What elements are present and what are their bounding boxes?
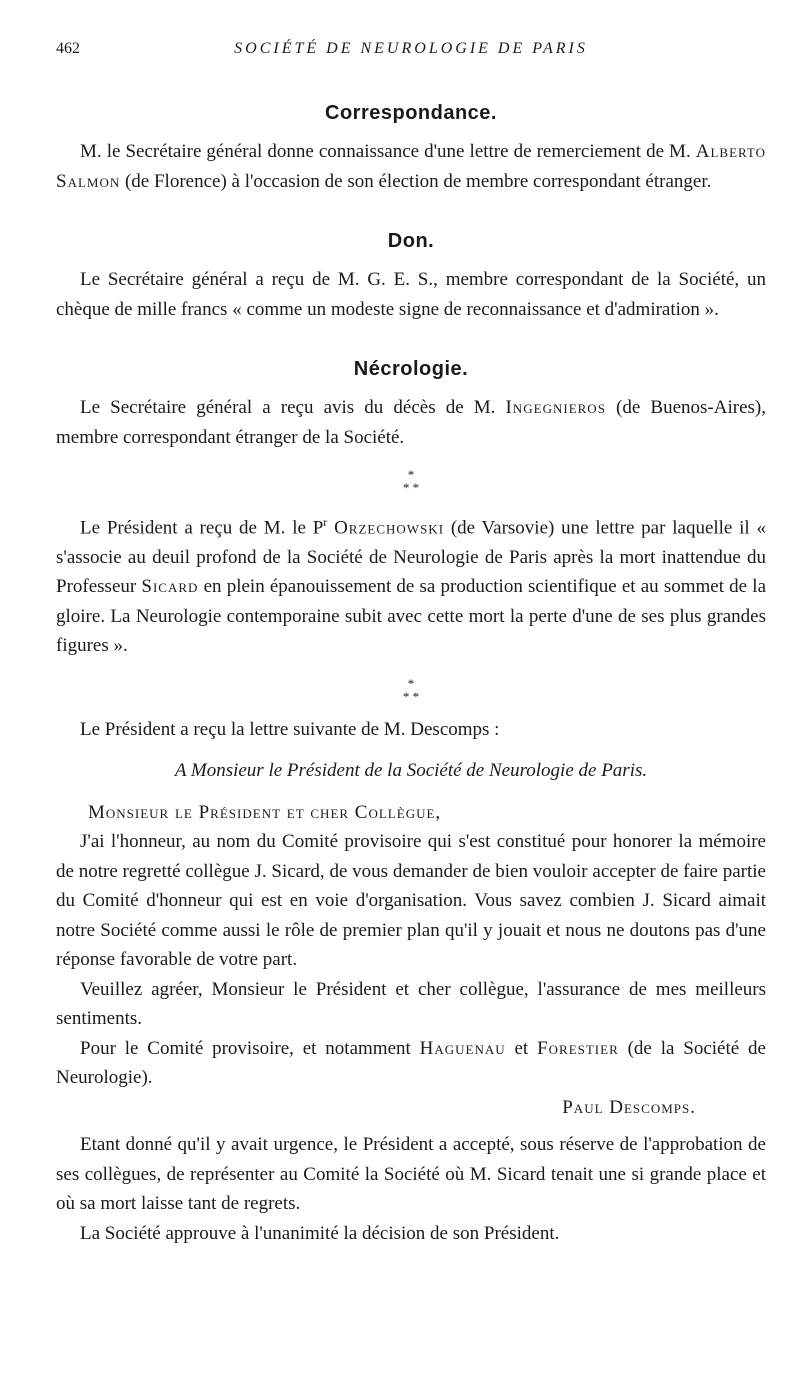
person-name-salmon: Alberto Salmon xyxy=(56,141,766,192)
necrologie-text-1: Le Secrétaire général a reçu avis du décès de M. xyxy=(80,397,506,418)
superscript-r: r xyxy=(323,515,328,529)
person-name-orzechowski: Orzechowski xyxy=(334,517,445,539)
orzechowski-text-1: Le Président a reçu de M. le P xyxy=(80,517,324,539)
section-title-necrologie: Nécrologie. xyxy=(353,358,469,380)
asterism-separator-2: * * * xyxy=(402,675,420,704)
section-title-correspondance: Correspondance. xyxy=(325,102,497,124)
page-number: 462 xyxy=(56,40,80,57)
page-header xyxy=(56,40,766,68)
don-paragraph: Le Secrétaire général a reçu de M. G. E. S., membre correspondant de la Société, un chèque de mille francs « comme un modeste signe de reconnaissance et d'admiration ». xyxy=(56,269,766,320)
person-name-forestier: Forestier xyxy=(537,1037,619,1059)
descomps-intro: Le Président a reçu la lettre suivante de M. Descomps : xyxy=(80,718,500,740)
letter-p3-text-b: et xyxy=(505,1037,538,1059)
correspondance-paragraph xyxy=(56,137,766,196)
necrologie-paragraph xyxy=(56,393,766,452)
person-name-ingegnieros: Ingegnieros xyxy=(505,397,606,418)
document-page xyxy=(56,40,766,1248)
letter-address: A Monsieur le Président de la Société de Neurologie de Paris. xyxy=(174,760,648,782)
person-name-sicard: Sicard xyxy=(141,576,199,598)
correspondance-text-2: (de Florence) à l'occasion de son élection de membre correspondant étranger. xyxy=(120,170,712,192)
letter-paragraph-2: Veuillez agréer, Monsieur le Président et cher collègue, l'assurance de mes meilleurs sentiments. xyxy=(56,978,766,1030)
conclusion-paragraph-2: La Société approuve à l'unanimité la décision de son Président. xyxy=(80,1222,560,1244)
letter-salutation: Monsieur le Président et cher Collègue, xyxy=(88,801,442,823)
orzechowski-paragraph xyxy=(56,508,766,661)
running-head: SOCIÉTÉ DE NEUROLOGIE DE PARIS xyxy=(234,40,588,57)
orzechowski-text-3: en plein épanouissement de sa production scientifique et au sommet de la gloire. La Neurologie contemporaine subit avec cette mort la perte d'une de ses plus grandes figures ». xyxy=(56,576,767,657)
person-name-haguenau: Haguenau xyxy=(419,1037,506,1059)
letter-p3-text-c: (de la Société de Neurologie). xyxy=(56,1037,766,1089)
conclusion-paragraph-1: Etant donné qu'il y avait urgence, le Président a accepté, sous réserve de l'approbation de ses collègues, de représenter au Comité la Société où M. Sicard tenait une si grande place et où sa mort laisse tant de regrets. xyxy=(56,1134,766,1215)
section-title-don: Don. xyxy=(387,230,435,252)
letter-paragraph-3 xyxy=(56,1034,766,1093)
orzechowski-text-2: (de Varsovie) une lettre par laquelle il « s'associe au deuil profond de la Société de Neurologie de Paris après la mort inattendue du Professeur xyxy=(56,517,767,598)
letter-signature: Paul Descomps. xyxy=(562,1096,696,1118)
correspondance-text-1: M. le Secrétaire général donne connaissance d'une lettre de remerciement de M. xyxy=(80,141,696,162)
letter-p3-text-a: Pour le Comité provisoire, et notamment xyxy=(80,1037,420,1059)
asterism-separator-1: * * * xyxy=(402,467,420,495)
necrologie-text-2: (de Buenos-Aires), membre correspondant étranger de la Société. xyxy=(56,397,766,448)
letter-paragraph-1: J'ai l'honneur, au nom du Comité provisoire qui s'est constitué pour honorer la mémoire de notre regretté collègue J. Sicard, de vous demander de bien vouloir accepter de faire partie du Comité d'honneur qui est en voie d'organisation. Vous savez combien J. Sicard aimait notre Société comme aussi le rôle de premier plan qu'il y jouait et nous ne doutons pas d'une réponse favorable de votre part. xyxy=(56,831,766,971)
